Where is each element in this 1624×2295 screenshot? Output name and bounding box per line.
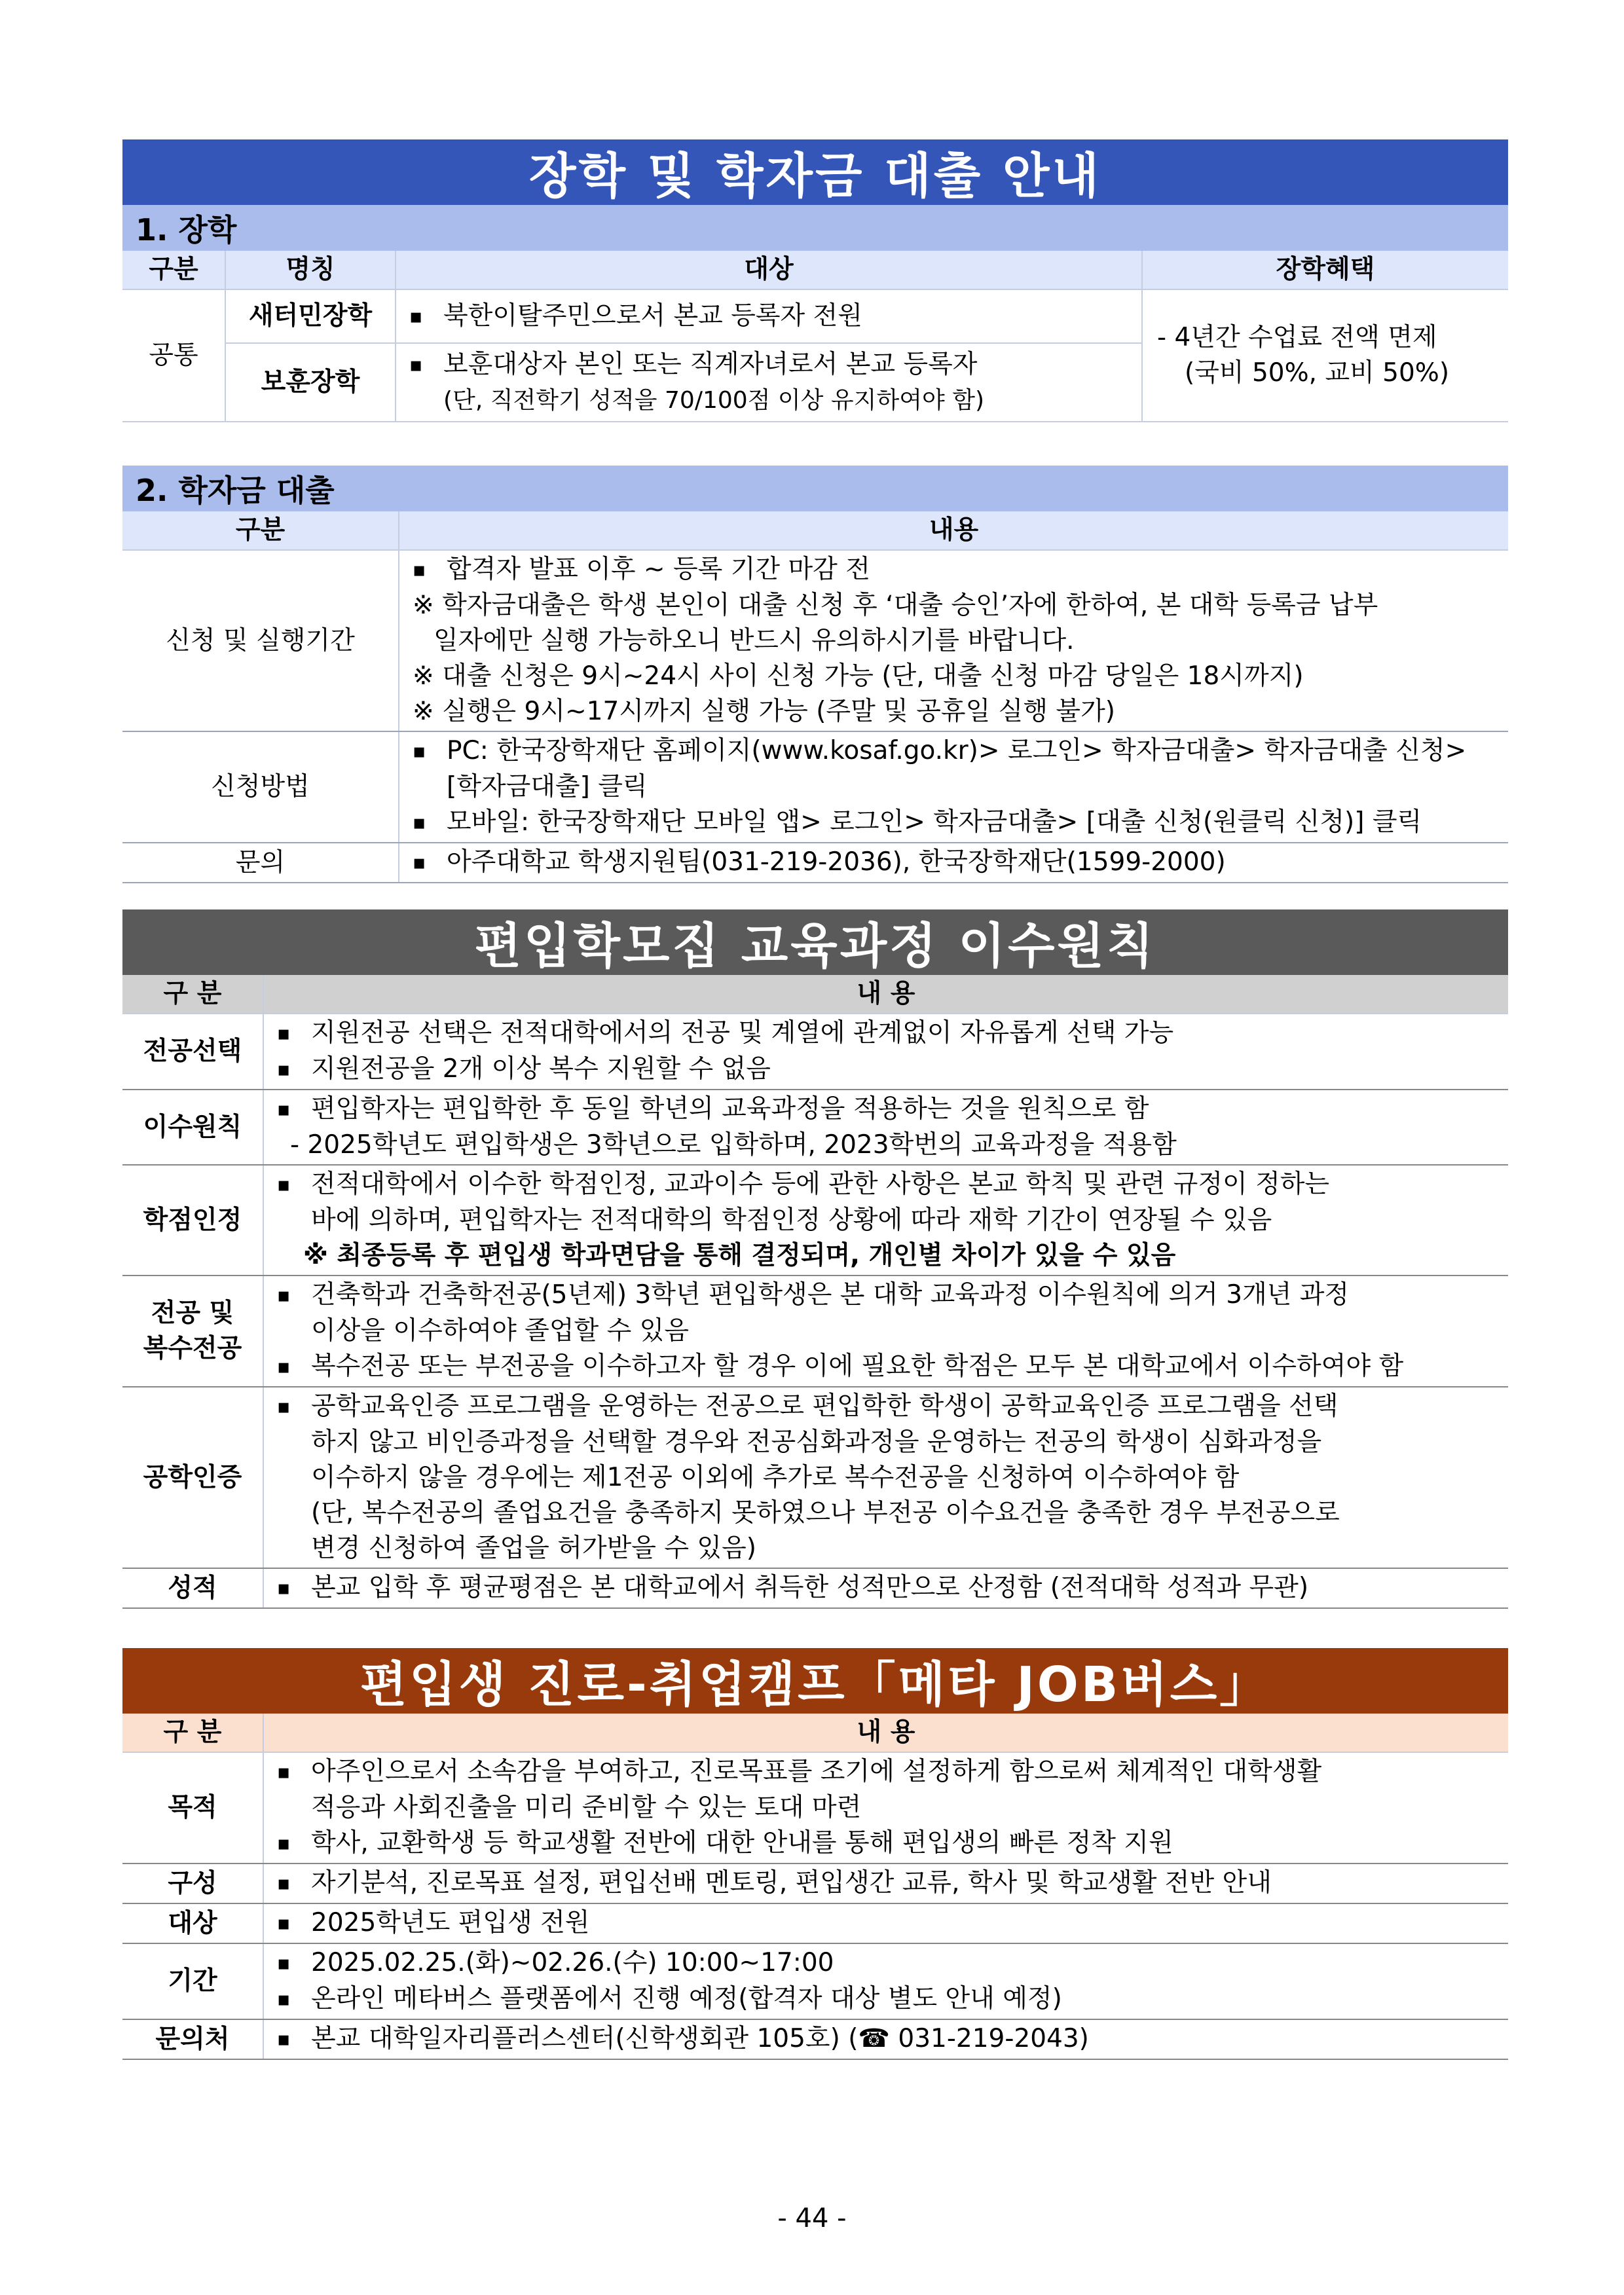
- bullet-icon: [277, 1054, 311, 1084]
- scholarship-target: ▪ 보훈대상자 본인 또는 직계자녀로서 본교 등록자 (단, 직전학기 성적을 70/100점 이상 유지하여야 함): [396, 343, 1142, 422]
- bullet-icon: [277, 1573, 311, 1602]
- camp-row-content: ▪ 아주인으로서 소속감을 부여하고, 진로목표를 조기에 설정하게 함으로써 체계적인 대학생활 적응과 사회진출을 미리 준비할 수 있는 토대 마련 ▪ 학사, 교환학생 등 학교생활 전반에 대한 안내를 통해 편입생의 빠른 정착 지원: [263, 1752, 1508, 1864]
- scholarship-benefit: - 4년간 수업료 전액 면제 (국비 50%, 교비 50%): [1142, 289, 1508, 422]
- scholarship-category: 공통: [122, 289, 225, 422]
- scholarship-subheading: 1. 장학: [122, 205, 1508, 251]
- loan-period-label: 신청 및 실행기간: [122, 550, 399, 731]
- transfer-row-content: ▪ 지원전공 선택은 전적대학에서의 전공 및 계열에 관계없이 자유롭게 선택 가능 ▪ 지원전공을 2개 이상 복수 지원할 수 없음: [263, 1014, 1508, 1090]
- loan-subheading: 2. 학자금 대출: [122, 466, 1508, 511]
- transfer-row-label: 이수원칙: [122, 1090, 263, 1165]
- loan-period-content: ▪ 합격자 발표 이후 ~ 등록 기간 마감 전 ※ 학자금대출은 학생 본인이 대출 신청 후 ‘대출 승인’자에 한하여, 본 대학 등록금 납부 일자에만 실행 가능하오니 반드시 유의하시기를 바랍니다. ※ 대출 신청은 9시~24시 사이 신청 가능 (단, 대출 신청 마감 당일은 18시까지) ※ 실행은 9시~17시까지 실행 가능 (주말 및 공휴일 실행 불가): [399, 550, 1508, 731]
- loan-contact-content: ▪ 아주대학교 학생지원팀(031-219-2036), 한국장학재단(1599-2000): [399, 843, 1508, 883]
- bullet-icon: [277, 1948, 311, 1977]
- transfer-row-content: ▪ 공학교육인증 프로그램을 운영하는 전공으로 편입학한 학생이 공학교육인증 프로그램을 선택 하지 않고 비인증과정을 선택할 경우와 전공심화과정을 운영하는 전공의 학생이 심화과정을 이수하지 않을 경우에는 제1전공 이외에 추가로 복수전공을 신청하여 이수하여야 함 (단, 복수전공의 졸업요건을 충족하지 못하였으나 부전공 이수요건을 충족한 경우 부전공으로 변경 신청하여 졸업을 허가받을 수 있음): [263, 1387, 1508, 1568]
- bullet-icon: [277, 1280, 311, 1310]
- transfer-row-content: ▪ 건축학과 건축학전공(5년제) 3학년 편입학생은 본 대학 교육과정 이수원칙에 의거 3개년 과정 이상을 이수하여야 졸업할 수 있음 ▪ 복수전공 또는 부전공을 이수하고자 할 경우 이에 필요한 학점은 모두 본 대학교에서 이수하여야 함: [263, 1276, 1508, 1387]
- camp-row-label: 대상: [122, 1903, 263, 1943]
- transfer-row-content: ▪ 편입학자는 편입학한 후 동일 학년의 교육과정을 적용하는 것을 원칙으로 함 - 2025학년도 편입학생은 3학년으로 입학하며, 2023학번의 교육과정을 적용함: [263, 1090, 1508, 1165]
- col-header-category: 구 분: [122, 1714, 263, 1752]
- bullet-icon: [277, 1757, 311, 1786]
- bullet-icon: [277, 1908, 311, 1937]
- scholarship-banner: 장학 및 학자금 대출 안내: [122, 139, 1508, 205]
- camp-row-content: ▪ 본교 대학일자리플러스센터(신학생회관 105호) (☎ 031-219-2043): [263, 2019, 1508, 2059]
- bullet-icon: [277, 1351, 311, 1381]
- camp-row-label: 기간: [122, 1943, 263, 2019]
- bullet-icon: [413, 847, 447, 877]
- scholarship-name: 보훈장학: [225, 343, 396, 422]
- col-header-benefit: 장학혜택: [1142, 251, 1508, 289]
- scholarship-name: 새터민장학: [225, 289, 396, 343]
- transfer-row-content: ▪ 전적대학에서 이수한 학점인정, 교과이수 등에 관한 사항은 본교 학칙 및 관련 규정이 정하는 바에 의하며, 편입학자는 전적대학의 학점인정 상황에 따라 재학 기간이 연장될 수 있음 ※ 최종등록 후 편입생 학과면담을 통해 결정되며, 개인별 차이가 있을 수 있음: [263, 1165, 1508, 1276]
- bullet-icon: [277, 1018, 311, 1048]
- transfer-banner: 편입학모집 교육과정 이수원칙: [122, 909, 1508, 975]
- transfer-row-label: 공학인증: [122, 1387, 263, 1568]
- scholarship-table: [122, 251, 1508, 422]
- bullet-icon: [413, 807, 447, 837]
- col-header-content: 내 용: [263, 975, 1508, 1014]
- col-header-category: 구분: [122, 511, 399, 550]
- col-header-content: 내용: [399, 511, 1508, 550]
- transfer-row-label: 전공선택: [122, 1014, 263, 1090]
- loan-method-content: ▪ PC: 한국장학재단 홈페이지(www.kosaf.go.kr)> 로그인> 학자금대출> 학자금대출 신청> [학자금대출] 클릭 ▪ 모바일: 한국장학재단 모바일 앱> 로그인> 학자금대출> [대출 신청(원클릭 신청)] 클릭: [399, 731, 1508, 843]
- page-number: - 44 -: [777, 2203, 847, 2233]
- camp-row-label: 목적: [122, 1752, 263, 1864]
- bullet-icon: [409, 350, 443, 379]
- bullet-icon: [413, 555, 447, 584]
- bullet-icon: [277, 1391, 311, 1421]
- bullet-icon: [409, 301, 443, 331]
- camp-table: [122, 1714, 1508, 2060]
- document-page: [122, 139, 1508, 2060]
- transfer-row-label: 학점인정: [122, 1165, 263, 1276]
- transfer-row-label: 전공 및 복수전공: [122, 1276, 263, 1387]
- bullet-icon: [277, 1984, 311, 2013]
- bullet-icon: [277, 1094, 311, 1124]
- camp-row-content: ▪ 자기분석, 진로목표 설정, 편입선배 멘토링, 편입생간 교류, 학사 및 학교생활 전반 안내: [263, 1864, 1508, 1903]
- camp-banner: 편입생 진로-취업캠프「메타 JOB버스」: [122, 1648, 1508, 1714]
- camp-row-label: 문의처: [122, 2019, 263, 2059]
- bullet-icon: [413, 736, 447, 765]
- bullet-icon: [277, 1169, 311, 1199]
- bullet-icon: [277, 2024, 311, 2053]
- loan-contact-label: 문의: [122, 843, 399, 883]
- camp-row-content: ▪ 2025.02.25.(화)~02.26.(수) 10:00~17:00 ▪ 온라인 메타버스 플랫폼에서 진행 예정(합격자 대상 별도 안내 예정): [263, 1943, 1508, 2019]
- loan-method-label: 신청방법: [122, 731, 399, 843]
- loan-table: [122, 511, 1508, 883]
- bullet-icon: [277, 1868, 311, 1898]
- camp-row-content: ▪ 2025학년도 편입생 전원: [263, 1903, 1508, 1943]
- col-header-category: 구 분: [122, 975, 263, 1014]
- transfer-row-content: ▪ 본교 입학 후 평균평점은 본 대학교에서 취득한 성적만으로 산정함 (전적대학 성적과 무관): [263, 1568, 1508, 1608]
- transfer-table: [122, 975, 1508, 1609]
- col-header-category: 구분: [122, 251, 225, 289]
- transfer-row-label: 성적: [122, 1568, 263, 1608]
- col-header-name: 명칭: [225, 251, 396, 289]
- bullet-icon: [277, 1828, 311, 1858]
- col-header-target: 대상: [396, 251, 1142, 289]
- col-header-content: 내 용: [263, 1714, 1508, 1752]
- camp-row-label: 구성: [122, 1864, 263, 1903]
- scholarship-target: ▪ 북한이탈주민으로서 본교 등록자 전원: [396, 289, 1142, 343]
